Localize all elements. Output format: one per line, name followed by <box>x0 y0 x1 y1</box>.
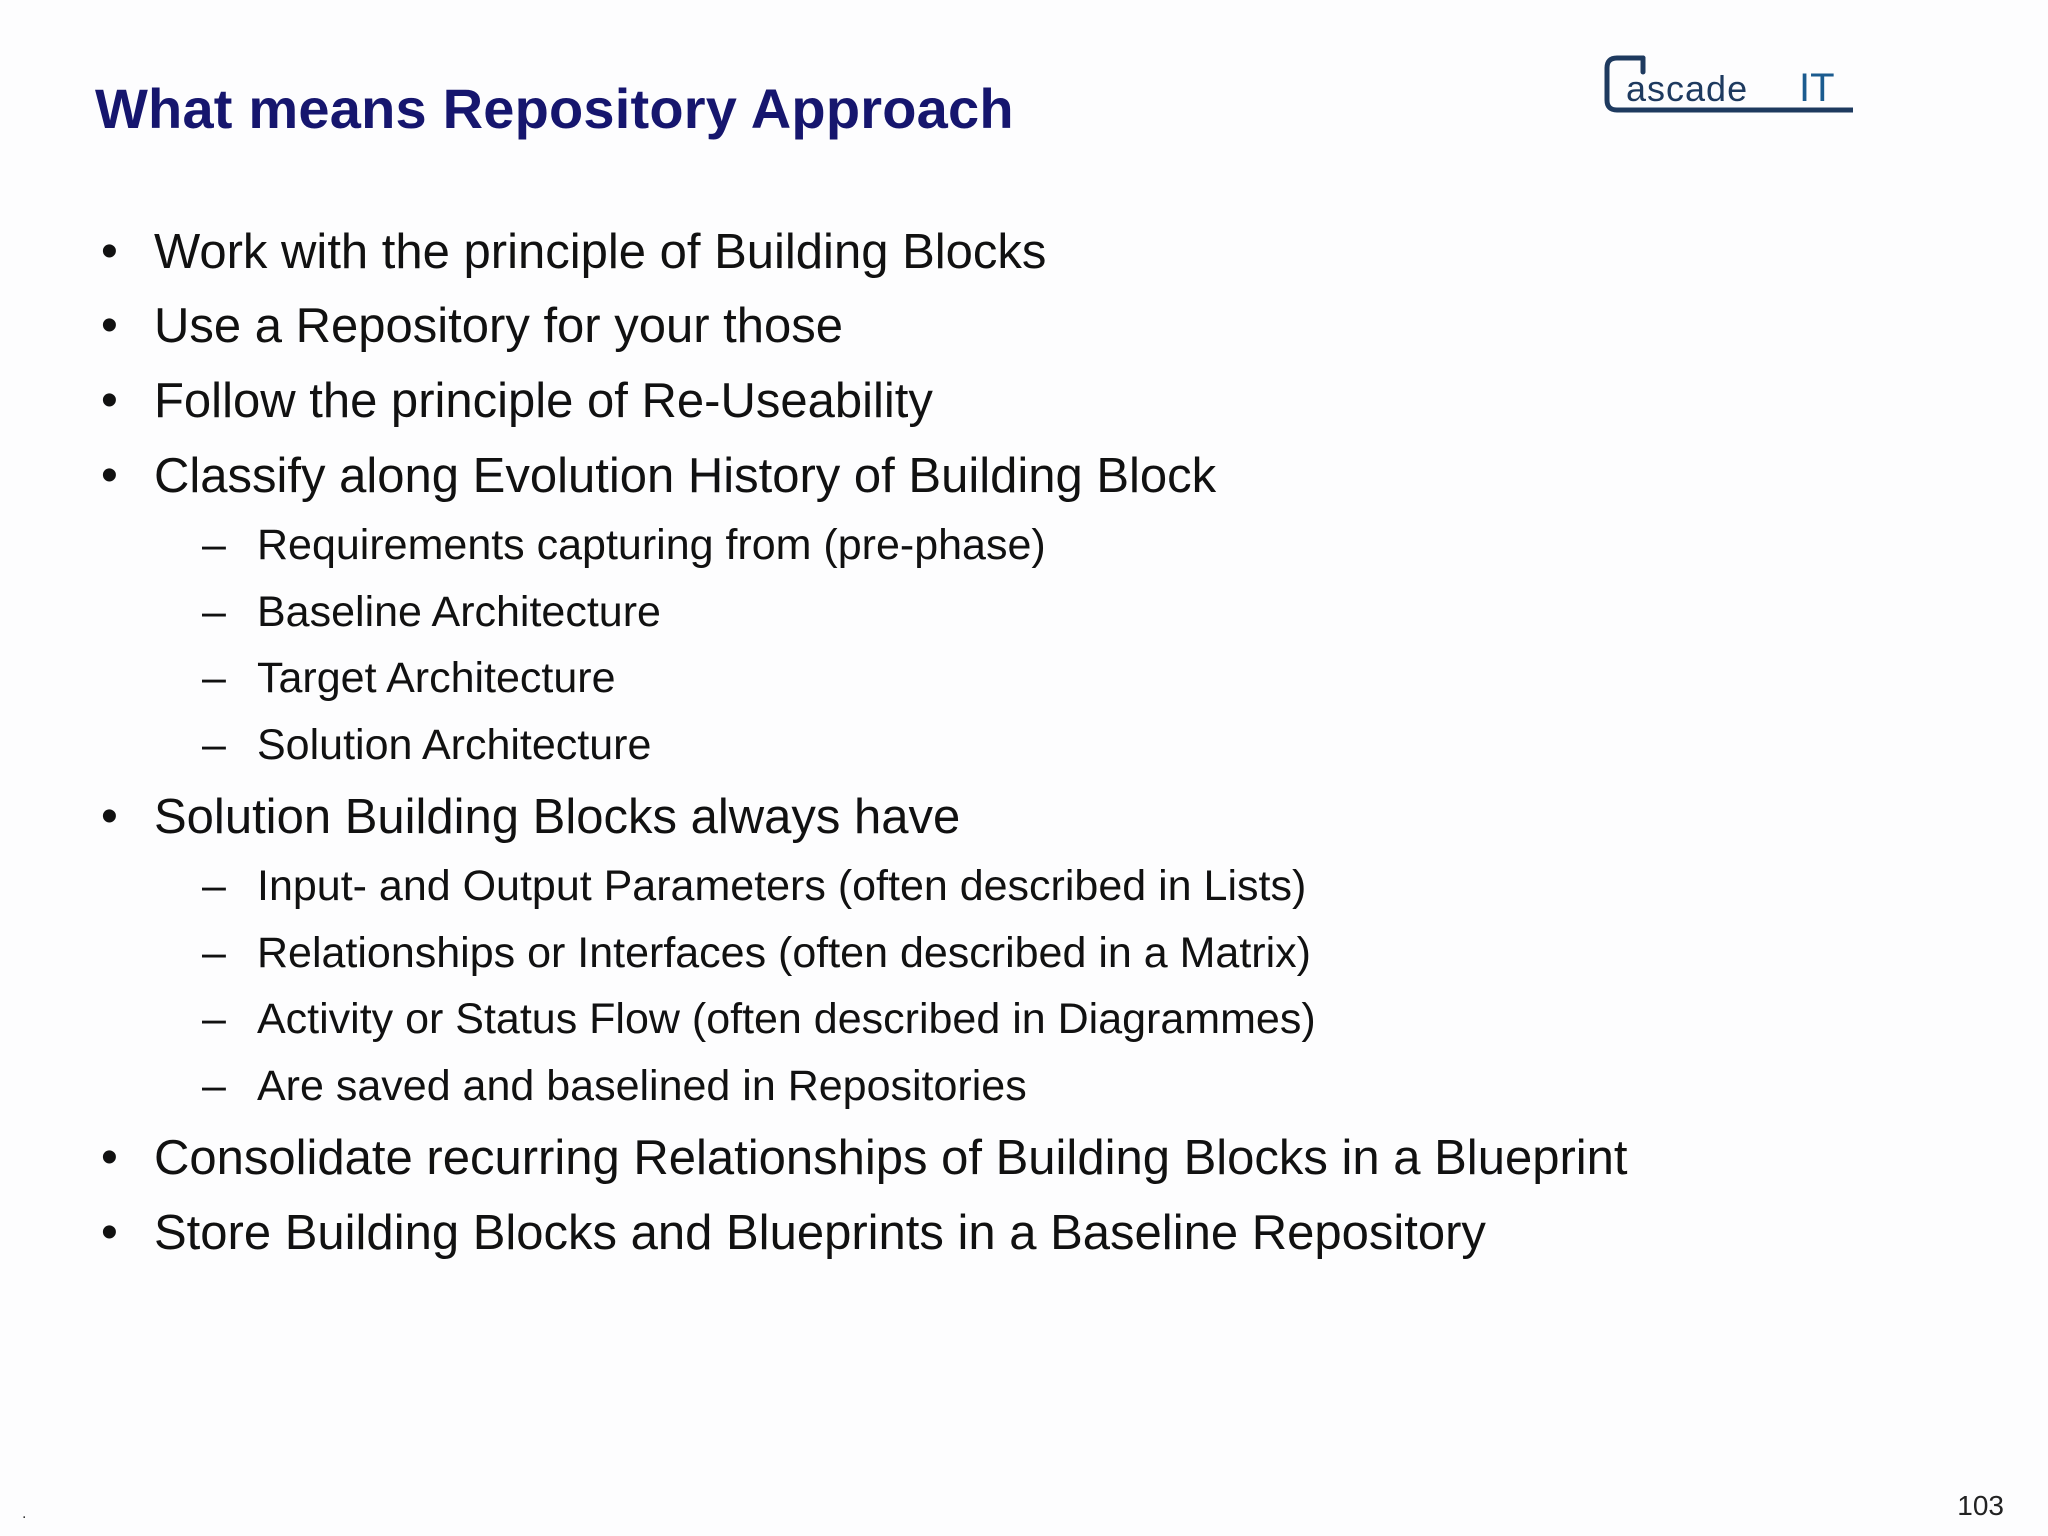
list-item-text: Use a Repository for your those <box>154 299 844 353</box>
bullet-marker: • <box>101 449 118 502</box>
dash-marker: – <box>202 521 226 569</box>
sub-list-item-text: Are saved and baselined in Repositories <box>257 1062 1027 1110</box>
bullet-marker: • <box>101 225 118 278</box>
sub-list-item-text: Requirements capturing from (pre-phase) <box>257 521 1046 569</box>
list-item-text: Classify along Evolution History of Building Block <box>154 449 1217 503</box>
bullet-marker: • <box>101 1131 118 1184</box>
logo-graphic <box>1603 52 1853 122</box>
dash-marker: – <box>202 862 226 910</box>
slide-title: What means Repository Approach <box>95 77 1014 140</box>
dash-marker: – <box>202 588 226 636</box>
page-number: 103 <box>1957 1490 2004 1521</box>
list-item-text: Work with the principle of Building Blocks <box>154 225 1047 279</box>
list-item-text: Consolidate recurring Relationships of Building Blocks in a Blueprint <box>154 1131 1628 1185</box>
dash-marker: – <box>202 995 226 1043</box>
list-item-text: Solution Building Blocks always have <box>154 790 961 844</box>
sub-list-item-text: Activity or Status Flow (often described in Diagrammes) <box>257 995 1316 1043</box>
sub-list-item-text: Input- and Output Parameters (often described in Lists) <box>257 862 1307 910</box>
sub-list-item-text: Relationships or Interfaces (often described in a Matrix) <box>257 929 1311 977</box>
logo-text-left: ascade <box>1626 68 1749 109</box>
dash-marker: – <box>202 929 226 977</box>
list-item-text: Store Building Blocks and Blueprints in a Baseline Repository <box>154 1206 1486 1260</box>
sub-list-item-text: Baseline Architecture <box>257 588 661 636</box>
cascade-it-logo <box>1603 52 1853 122</box>
sub-list-item-text: Solution Architecture <box>257 721 652 769</box>
list-item-text: Follow the principle of Re-Useability <box>154 374 933 428</box>
sub-list-item-text: Target Architecture <box>257 654 616 702</box>
dash-marker: – <box>202 721 226 769</box>
footer-dot: . <box>22 1505 27 1522</box>
logo-text-right: IT <box>1799 66 1835 110</box>
bullet-marker: • <box>101 374 118 427</box>
dash-marker: – <box>202 654 226 702</box>
dash-marker: – <box>202 1062 226 1110</box>
bullet-marker: • <box>101 790 118 843</box>
bullet-marker: • <box>101 299 118 352</box>
bullet-marker: • <box>101 1206 118 1259</box>
